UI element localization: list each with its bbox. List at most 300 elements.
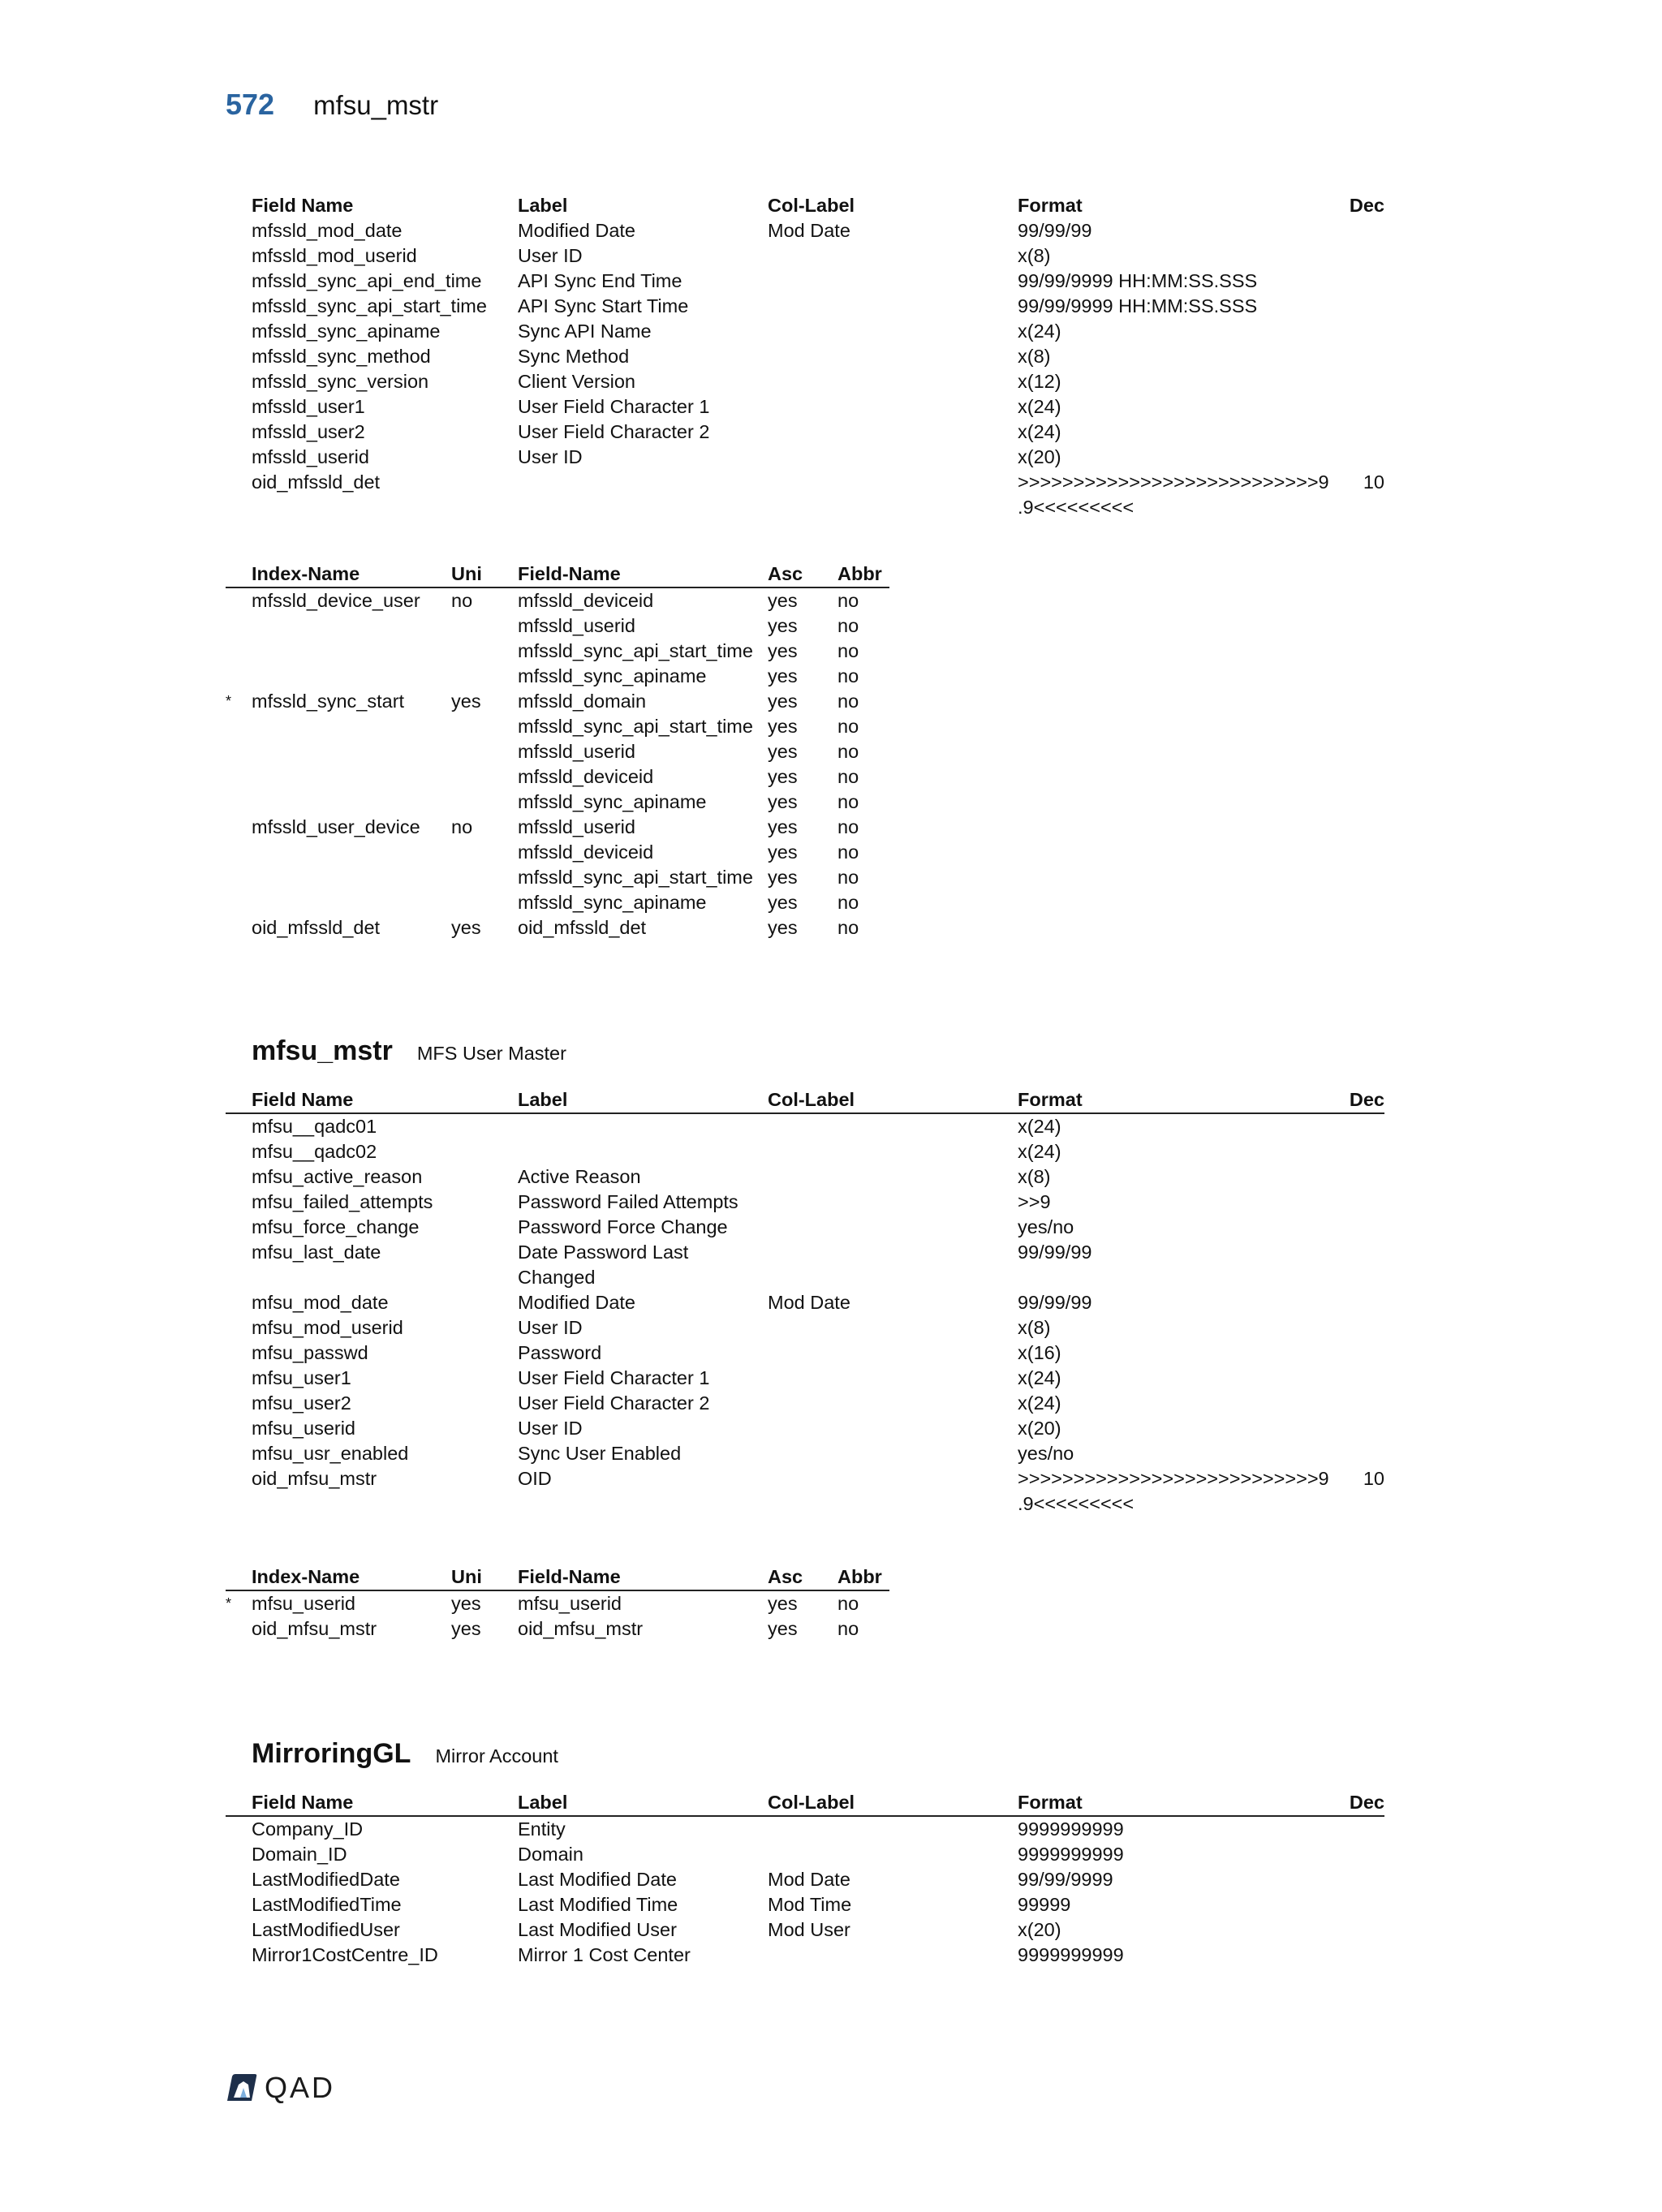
- field-name-cell: mfsu_mod_date: [252, 1292, 389, 1313]
- row-marker: [226, 445, 252, 470]
- primary-index-marker: [226, 815, 252, 840]
- table-header-row: [226, 1564, 889, 1590]
- row-marker: [226, 218, 252, 243]
- col-label-cell: [768, 1842, 1018, 1867]
- col-header-format: Format: [1018, 1087, 1342, 1113]
- field-table-2: [226, 1087, 1386, 1517]
- format-cell: x(24): [1018, 321, 1061, 342]
- col-header-index-name: Index-Name: [252, 1564, 451, 1590]
- format-cell: 99999: [1018, 1894, 1071, 1915]
- abbr-cell: no: [837, 766, 859, 787]
- col-label-cell: [768, 445, 1018, 470]
- table-row: [226, 1616, 889, 1642]
- field-name-cell: mfsu_user1: [252, 1367, 351, 1388]
- row-marker: [226, 1315, 252, 1341]
- row-marker: [226, 1867, 252, 1892]
- field-name-cell: oid_mfsu_mstr: [252, 1468, 377, 1489]
- dec-cell: [1342, 1867, 1384, 1892]
- index-table-1: [226, 562, 1386, 940]
- col-header-dec: Dec: [1342, 1087, 1384, 1113]
- primary-index-marker: [226, 865, 252, 890]
- table-row: [226, 613, 889, 639]
- format-cell: x(24): [1018, 1392, 1061, 1414]
- col-label-cell: [768, 470, 1018, 520]
- section-heading-mirroringgl: [252, 1738, 558, 1770]
- row-marker: [226, 1240, 252, 1290]
- abbr-cell: no: [837, 640, 859, 661]
- abbr-cell: no: [837, 841, 859, 863]
- col-label-cell: [768, 420, 1018, 445]
- format-cell: x(8): [1018, 1166, 1051, 1187]
- label-cell: OID: [518, 1468, 552, 1489]
- col-header-label: Label: [518, 195, 568, 216]
- index-name-cell: oid_mfsu_mstr: [252, 1618, 377, 1639]
- label-cell: User Field Character 2: [518, 1392, 710, 1414]
- abbr-cell: no: [837, 741, 859, 762]
- table-row: [226, 243, 1384, 269]
- label-cell: User ID: [518, 1418, 583, 1439]
- dec-cell: [1342, 1917, 1384, 1943]
- dec-cell: [1342, 1892, 1384, 1917]
- col-label-cell: [768, 1315, 1018, 1341]
- field-name-cell: mfssld_sync_api_start_time: [518, 867, 753, 888]
- col-header-label: Label: [518, 1790, 768, 1816]
- field-name-cell: Mirror1CostCentre_ID: [252, 1944, 438, 1965]
- field-name-cell: Company_ID: [252, 1818, 364, 1840]
- index-table-2: [226, 1564, 1386, 1642]
- primary-index-marker: [226, 639, 252, 664]
- dec-cell: [1342, 1113, 1384, 1139]
- table-row: [226, 1190, 1384, 1215]
- index-name-cell: [252, 890, 451, 915]
- index-name-cell: mfssld_user_device: [252, 816, 420, 837]
- table-row: [226, 1366, 1384, 1391]
- field-name-cell: oid_mfssld_det: [518, 917, 647, 938]
- primary-index-marker: [226, 790, 252, 815]
- uni-cell: [451, 613, 518, 639]
- uni-cell: yes: [451, 1618, 481, 1639]
- field-name-cell: mfssld_userid: [518, 615, 635, 636]
- format-cell: x(16): [1018, 1342, 1061, 1363]
- col-label-cell: [768, 1139, 1018, 1164]
- col-label-cell: [768, 1190, 1018, 1215]
- row-marker: [226, 243, 252, 269]
- table-row: [226, 840, 889, 865]
- col-header-format: Format: [1018, 1790, 1342, 1816]
- index-name-cell: mfssld_sync_start: [252, 691, 405, 712]
- table-row: [226, 890, 889, 915]
- abbr-cell: no: [837, 1593, 859, 1614]
- asc-cell: yes: [768, 640, 798, 661]
- field-name-cell: LastModifiedTime: [252, 1894, 402, 1915]
- col-label-cell: [768, 1391, 1018, 1416]
- section-title: MirroringGL: [252, 1738, 411, 1769]
- table-header-row: [226, 193, 1384, 218]
- col-header-col-label: Col-Label: [768, 195, 855, 216]
- index-name-cell: mfsu_userid: [252, 1593, 355, 1614]
- format-cell: >>>>>>>>>>>>>>>>>>>>>>>>>>>9 .9<<<<<<<<<: [1018, 471, 1329, 518]
- abbr-cell: no: [837, 892, 859, 913]
- row-marker: [226, 294, 252, 319]
- format-cell: 9999999999: [1018, 1844, 1124, 1865]
- row-marker: [226, 1466, 252, 1517]
- field-name-cell: mfsu_userid: [252, 1418, 355, 1439]
- dec-cell: [1342, 1842, 1384, 1867]
- col-label-cell: [768, 1416, 1018, 1441]
- field-name-cell: mfssld_user2: [252, 421, 365, 442]
- format-cell: x(24): [1018, 1141, 1061, 1162]
- table-row: [226, 1315, 1384, 1341]
- col-label-cell: [768, 1441, 1018, 1466]
- col-label-cell: [768, 1341, 1018, 1366]
- table-row: [226, 915, 889, 940]
- label-cell: Domain: [518, 1844, 583, 1865]
- col-label-cell: [768, 319, 1018, 344]
- asc-cell: yes: [768, 590, 798, 611]
- dec-cell: [1342, 319, 1384, 344]
- primary-index-marker: [226, 613, 252, 639]
- uni-cell: yes: [451, 691, 481, 712]
- primary-index-marker: [226, 840, 252, 865]
- qad-mark-icon: [226, 2073, 258, 2102]
- format-cell: 99/99/9999 HH:MM:SS.SSS: [1018, 270, 1258, 291]
- primary-index-marker: [226, 915, 252, 940]
- label-cell: Modified Date: [518, 220, 635, 241]
- index-name-cell: [252, 764, 451, 790]
- table-header-row: [226, 1790, 1384, 1816]
- asc-cell: yes: [768, 892, 798, 913]
- field-name-cell: mfssld_mod_date: [252, 220, 403, 241]
- abbr-cell: no: [837, 665, 859, 686]
- table-row: [226, 470, 1384, 520]
- format-cell: 9999999999: [1018, 1818, 1124, 1840]
- col-label-cell: [768, 394, 1018, 420]
- field-name-cell: mfsu_usr_enabled: [252, 1443, 409, 1464]
- asc-cell: yes: [768, 766, 798, 787]
- asc-cell: yes: [768, 615, 798, 636]
- field-name-cell: mfssld_sync_api_start_time: [518, 716, 753, 737]
- col-label-cell: [768, 1240, 1018, 1290]
- uni-cell: [451, 840, 518, 865]
- primary-index-marker: *: [226, 693, 232, 709]
- label-cell: Last Modified Date: [518, 1869, 677, 1890]
- field-name-cell: mfssld_sync_apiname: [252, 321, 441, 342]
- table-row: [226, 1416, 1384, 1441]
- dec-cell: [1342, 1215, 1384, 1240]
- dec-cell: [1342, 1240, 1384, 1290]
- index-name-cell: mfssld_device_user: [252, 590, 420, 611]
- field-name-cell: mfssld_deviceid: [518, 841, 654, 863]
- table-row: [226, 714, 889, 739]
- label-cell: User ID: [518, 446, 583, 467]
- row-marker: [226, 1943, 252, 1968]
- row-marker: [226, 369, 252, 394]
- field-name-cell: mfssld_userid: [252, 446, 369, 467]
- field-name-cell: mfssld_sync_api_start_time: [518, 640, 753, 661]
- primary-index-marker: [226, 714, 252, 739]
- format-cell: x(24): [1018, 421, 1061, 442]
- col-header-dec: Dec: [1342, 1790, 1384, 1816]
- asc-cell: yes: [768, 816, 798, 837]
- table-header-row: [226, 1087, 1384, 1113]
- dec-cell: [1342, 1290, 1384, 1315]
- table-row: [226, 664, 889, 689]
- section-title: mfsu_mstr: [252, 1035, 393, 1066]
- field-name-cell: mfssld_userid: [518, 816, 635, 837]
- abbr-cell: no: [837, 1618, 859, 1639]
- col-header-field-name: Field Name: [252, 1087, 518, 1113]
- col-label-cell: Mod Date: [768, 1869, 850, 1890]
- col-label-cell: [768, 1215, 1018, 1240]
- label-cell: User Field Character 1: [518, 396, 710, 417]
- table-row: [226, 1917, 1384, 1943]
- format-cell: 9999999999: [1018, 1944, 1124, 1965]
- field-name-cell: mfssld_user1: [252, 396, 365, 417]
- field-name-cell: mfsu__qadc02: [252, 1141, 377, 1162]
- table-row: [226, 639, 889, 664]
- dec-cell: [1342, 420, 1384, 445]
- row-marker: [226, 1391, 252, 1416]
- dec-cell: [1342, 1341, 1384, 1366]
- label-cell: API Sync Start Time: [518, 295, 689, 316]
- col-header-dec: Dec: [1349, 195, 1384, 216]
- field-name-cell: mfsu_last_date: [252, 1242, 381, 1263]
- label-cell: User Field Character 2: [518, 421, 710, 442]
- index-name-cell: oid_mfssld_det: [252, 917, 381, 938]
- col-label-cell: [768, 369, 1018, 394]
- row-marker: [226, 1842, 252, 1867]
- table-row: [226, 1816, 1384, 1842]
- col-header-col-label: Col-Label: [768, 1087, 1018, 1113]
- field-name-cell: mfssld_sync_api_start_time: [252, 295, 487, 316]
- dec-cell: [1342, 1441, 1384, 1466]
- col-header-uni: Uni: [451, 1564, 518, 1590]
- asc-cell: yes: [768, 917, 798, 938]
- col-label-cell: Mod Date: [768, 220, 850, 241]
- format-cell: yes/no: [1018, 1443, 1074, 1464]
- row-marker: [226, 1416, 252, 1441]
- uni-cell: [451, 664, 518, 689]
- field-name-cell: mfssld_mod_userid: [252, 245, 417, 266]
- abbr-cell: no: [837, 615, 859, 636]
- dec-cell: 10: [1363, 1468, 1384, 1489]
- table-row: [226, 1391, 1384, 1416]
- format-cell: 99/99/9999: [1018, 1869, 1113, 1890]
- row-marker: [226, 1816, 252, 1842]
- table-header-row: [226, 562, 889, 587]
- table-row: [226, 1215, 1384, 1240]
- table-row: [226, 1892, 1384, 1917]
- field-name-cell: mfsu_userid: [518, 1593, 622, 1614]
- row-marker: [226, 1366, 252, 1391]
- asc-cell: yes: [768, 841, 798, 863]
- qad-logo: [226, 2071, 335, 2105]
- label-cell: User ID: [518, 1317, 583, 1338]
- col-header-field-name: Field Name: [252, 1790, 518, 1816]
- primary-index-marker: *: [226, 1595, 232, 1612]
- index-name-cell: [252, 790, 451, 815]
- col-label-cell: [768, 1466, 1018, 1517]
- page-title: mfsu_mstr: [313, 90, 439, 120]
- format-cell: x(20): [1018, 1418, 1061, 1439]
- col-label-cell: [768, 294, 1018, 319]
- dec-cell: [1342, 294, 1384, 319]
- col-header-col-label: Col-Label: [768, 1790, 1018, 1816]
- uni-cell: [451, 714, 518, 739]
- col-label-cell: [768, 1816, 1018, 1842]
- dec-cell: [1342, 1391, 1384, 1416]
- field-table-3: [226, 1790, 1386, 1968]
- primary-index-marker: [226, 664, 252, 689]
- asc-cell: yes: [768, 691, 798, 712]
- label-cell: Date Password Last Changed: [518, 1242, 689, 1288]
- asc-cell: yes: [768, 716, 798, 737]
- table-row: [226, 1867, 1384, 1892]
- field-name-cell: Domain_ID: [252, 1844, 347, 1865]
- dec-cell: [1342, 1315, 1384, 1341]
- col-label-cell: [768, 269, 1018, 294]
- abbr-cell: no: [837, 867, 859, 888]
- dec-cell: 10: [1363, 471, 1384, 493]
- table-row: [226, 790, 889, 815]
- table-row: [226, 344, 1384, 369]
- dec-cell: [1342, 243, 1384, 269]
- index-name-cell: [252, 865, 451, 890]
- uni-cell: [451, 739, 518, 764]
- row-marker: [226, 470, 252, 520]
- dec-cell: [1342, 1943, 1384, 1968]
- label-cell: Sync API Name: [518, 321, 652, 342]
- dec-cell: [1342, 1366, 1384, 1391]
- dec-cell: [1342, 1139, 1384, 1164]
- label-cell: User Field Character 1: [518, 1367, 710, 1388]
- label-cell: [518, 1139, 768, 1164]
- row-marker: [226, 269, 252, 294]
- dec-cell: [1342, 344, 1384, 369]
- format-cell: 99/99/99: [1018, 1242, 1092, 1263]
- col-header-asc: Asc: [768, 1564, 837, 1590]
- dec-cell: [1342, 1164, 1384, 1190]
- field-name-cell: mfssld_sync_api_end_time: [252, 270, 482, 291]
- dec-cell: [1342, 1416, 1384, 1441]
- abbr-cell: no: [837, 816, 859, 837]
- table-row: [226, 764, 889, 790]
- primary-index-marker: [226, 764, 252, 790]
- dec-cell: [1342, 218, 1384, 243]
- table-row: [226, 1466, 1384, 1517]
- label-cell: Password: [518, 1342, 602, 1363]
- table-row: [226, 294, 1384, 319]
- field-name-cell: mfssld_domain: [518, 691, 647, 712]
- abbr-cell: no: [837, 791, 859, 812]
- field-name-cell: mfsu_mod_userid: [252, 1317, 403, 1338]
- col-label-cell: [768, 1943, 1018, 1968]
- table-row: [226, 269, 1384, 294]
- table-row: [226, 739, 889, 764]
- table-row: [226, 1842, 1384, 1867]
- page-header: [226, 88, 438, 128]
- dec-cell: [1342, 1190, 1384, 1215]
- label-cell: Entity: [518, 1818, 566, 1840]
- uni-cell: yes: [451, 917, 481, 938]
- col-header-asc: Asc: [768, 562, 837, 587]
- format-cell: x(8): [1018, 346, 1051, 367]
- dec-cell: [1342, 269, 1384, 294]
- row-marker: [226, 1190, 252, 1215]
- field-name-cell: mfsu_failed_attempts: [252, 1191, 433, 1212]
- row-marker: [226, 420, 252, 445]
- table-row: [226, 1943, 1384, 1968]
- section-heading-mfsu-mstr: [252, 1035, 566, 1067]
- format-cell: >>>>>>>>>>>>>>>>>>>>>>>>>>>9 .9<<<<<<<<<: [1018, 1468, 1329, 1514]
- abbr-cell: no: [837, 716, 859, 737]
- table-row: [226, 865, 889, 890]
- primary-index-marker: [226, 739, 252, 764]
- col-label-cell: Mod User: [768, 1919, 850, 1940]
- abbr-cell: no: [837, 691, 859, 712]
- label-cell: Active Reason: [518, 1166, 641, 1187]
- dec-cell: [1342, 369, 1384, 394]
- col-header-field-name: Field Name: [252, 195, 354, 216]
- format-cell: 99/99/99: [1018, 1292, 1092, 1313]
- field-name-cell: mfsu_passwd: [252, 1342, 368, 1363]
- row-marker: [226, 1290, 252, 1315]
- col-header-abbr: Abbr: [837, 1564, 889, 1590]
- field-name-cell: mfssld_sync_method: [252, 346, 431, 367]
- table-row: [226, 587, 889, 613]
- row-marker: [226, 1341, 252, 1366]
- table-row: [226, 815, 889, 840]
- field-name-cell: mfsu_active_reason: [252, 1166, 423, 1187]
- row-marker: [226, 1113, 252, 1139]
- dec-cell: [1342, 445, 1384, 470]
- table-row: [226, 394, 1384, 420]
- table-row: [226, 319, 1384, 344]
- table-row: [226, 1240, 1384, 1290]
- format-cell: 99/99/9999 HH:MM:SS.SSS: [1018, 295, 1258, 316]
- label-cell: [518, 1113, 768, 1139]
- format-cell: x(20): [1018, 446, 1061, 467]
- format-cell: x(24): [1018, 396, 1061, 417]
- row-marker: [226, 1215, 252, 1240]
- abbr-cell: no: [837, 917, 859, 938]
- dec-cell: [1342, 394, 1384, 420]
- asc-cell: yes: [768, 741, 798, 762]
- col-header-format: Format: [1018, 195, 1083, 216]
- field-name-cell: mfssld_sync_apiname: [518, 665, 707, 686]
- col-header-abbr: Abbr: [837, 562, 889, 587]
- label-cell: Password Failed Attempts: [518, 1191, 738, 1212]
- index-name-cell: [252, 714, 451, 739]
- format-cell: 99/99/99: [1018, 220, 1092, 241]
- asc-cell: yes: [768, 665, 798, 686]
- field-name-cell: mfssld_sync_apiname: [518, 892, 707, 913]
- format-cell: x(8): [1018, 1317, 1051, 1338]
- format-cell: x(24): [1018, 1116, 1061, 1137]
- uni-cell: [451, 865, 518, 890]
- primary-index-marker: [226, 587, 252, 613]
- field-name-cell: mfsu__qadc01: [252, 1116, 377, 1137]
- label-cell: Client Version: [518, 371, 635, 392]
- label-cell: User ID: [518, 245, 583, 266]
- row-marker: [226, 1164, 252, 1190]
- format-cell: yes/no: [1018, 1216, 1074, 1237]
- label-cell: API Sync End Time: [518, 270, 682, 291]
- uni-cell: [451, 790, 518, 815]
- row-marker: [226, 1441, 252, 1466]
- label-cell: Sync User Enabled: [518, 1443, 682, 1464]
- label-cell: [518, 470, 768, 520]
